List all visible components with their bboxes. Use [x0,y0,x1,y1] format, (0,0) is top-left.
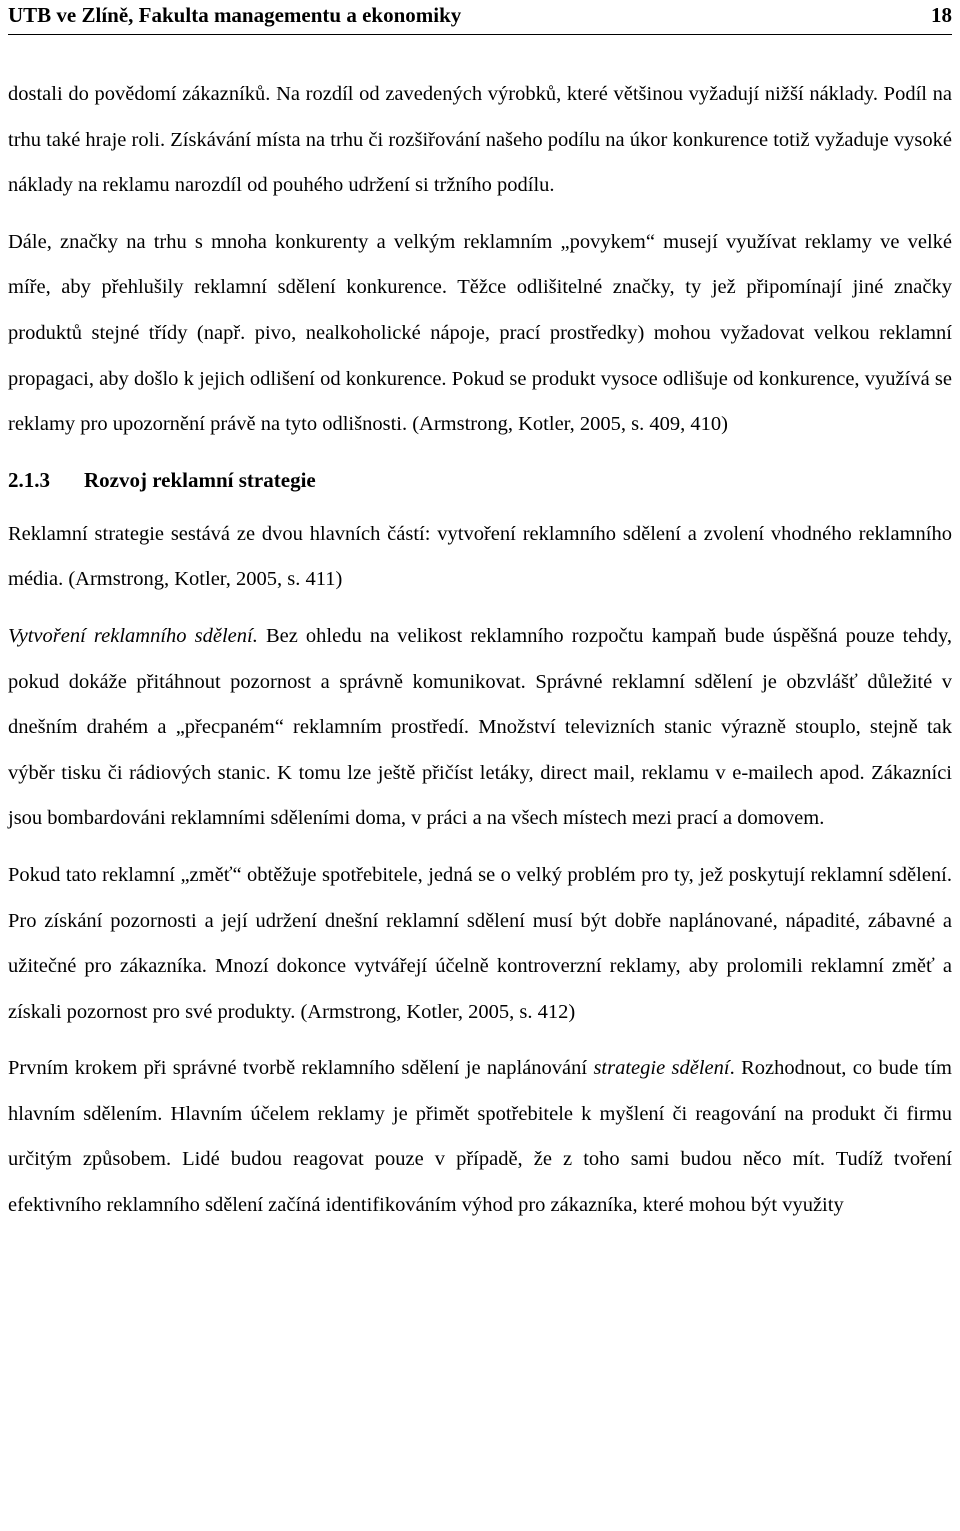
document-body [8,72,952,1229]
paragraph-6-emphasis: strategie sdělení [593,1057,730,1080]
page-header [8,0,952,35]
header-title: UTB ve Zlíně, Fakulta managementu a ekonomiky [8,3,462,27]
paragraph-4-text: Bez ohledu na velikost reklamního rozpočtu kampaň bude úspěšná pouze tehdy, pokud dokáže přitáhnout pozornost a správně komunikovat. Správné reklamní sdělení je obzvlášť důležité v dnešním drahém a „přecpaném“ reklamním prostředí. Množství televizních stanic výrazně stouplo, stejně tak výběr tisku či rádiových stanic. K tomu lze ještě přičíst letáky, direct mail, reklamu v e-mailech apod. Zákazníci jsou bombardováni reklamními sděleními doma, v práci a na všech místech mezi prací a domovem. [8,624,953,830]
paragraph-4 [8,614,952,842]
paragraph-4-lead: Vytvoření reklamního sdělení. [8,624,258,647]
paragraph-6-start: Prvním krokem při správné tvorbě reklamního sdělení je naplánování [8,1057,594,1080]
paragraph-6-text: . Rozhodnout, co bude tím hlavním sdělením. Hlavním účelem reklamy je přimět spotřebitele k myšlení či reagování na produkt či firmu určitým způsobem. Lidé budou reagovat pouze v případě, že z toho sami budou něco mít. Tudíž tvoření efektivního reklamního sdělení začíná identifikováním výhod pro zákazníka, které mohou být využity [8,1057,952,1217]
section-heading [8,460,952,500]
paragraph-1: dostali do povědomí zákazníků. Na rozdíl od zavedených výrobků, které většinou vyžadují nižší náklady. Podíl na trhu také hraje roli. Získávání místa na trhu či rozšiřování našeho podílu na úkor konkurence totiž vyžaduje vysoké náklady na reklamu narozdíl od pouhého udržení si tržního podílu. [8,83,952,197]
paragraph-6 [8,1046,952,1228]
section-title: Rozvoj reklamní strategie [84,467,316,492]
page-number: 18 [931,3,952,27]
paragraph-5: Pokud tato reklamní „změť“ obtěžuje spotřebitele, jedná se o velký problém pro ty, jež poskytují reklamní sdělení. Pro získání pozornosti a její udržení dnešní reklamní sdělení musí být dobře naplánované, nápadité, zábavné a užitečné pro zákazníka. Mnozí dokonce vytvářejí účelně kontroverzní reklamy, aby prolomili reklamní změť a získali pozornost pro své produkty. (Armstrong, Kotler, 2005, s. 412) [8,863,952,1023]
paragraph-2: Dále, značky na trhu s mnoha konkurenty a velkým reklamním „povykem“ musejí využívat reklamy ve velké míře, aby přehlušily reklamní sdělení konkurence. Těžce odlišitelné značky, ty jež připomínají jiné značky produktů stejné třídy (např. pivo, nealkoholické nápoje, prací prostředky) mohou vyžadovat velkou reklamní propagaci, aby došlo k jejich odlišení od konkurence. Pokud se produkt vysoce odlišuje od konkurence, využívá se reklamy pro upozornění právě na tyto odlišnosti. (Armstrong, Kotler, 2005, s. 409, 410) [8,230,952,436]
section-number: 2.1.3 [8,467,50,492]
paragraph-3: Reklamní strategie sestává ze dvou hlavních částí: vytvoření reklamního sdělení a zvolení vhodného reklamního média. (Armstrong, Kotler, 2005, s. 411) [8,522,952,591]
